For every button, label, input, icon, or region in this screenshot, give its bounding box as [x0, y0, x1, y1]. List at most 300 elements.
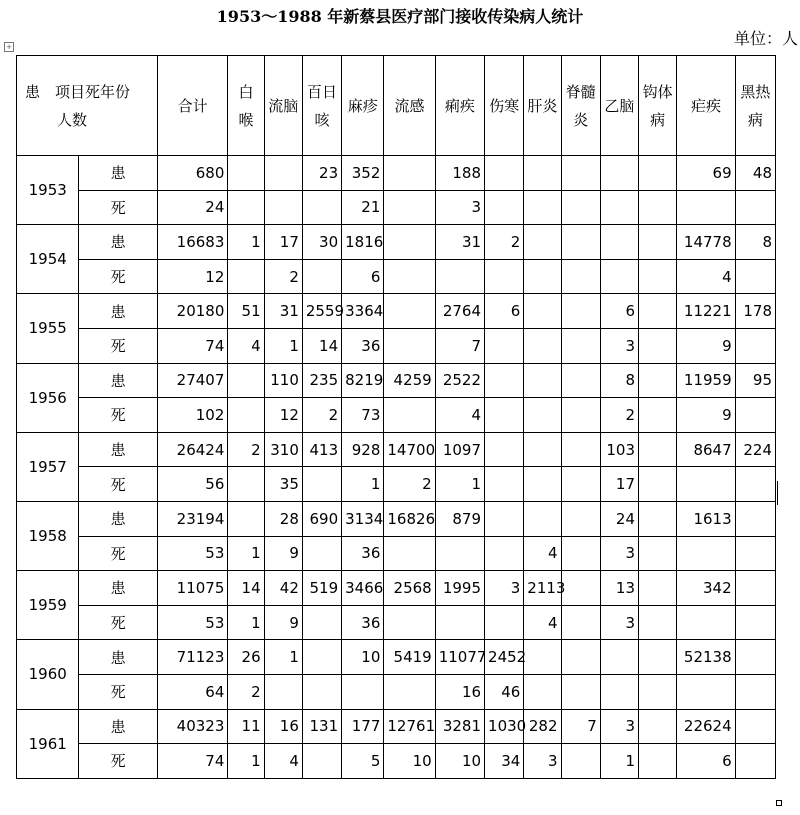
value-cell: 11221 — [677, 294, 735, 329]
value-cell: 690 — [302, 501, 341, 536]
statistics-table — [16, 55, 776, 779]
value-cell: 1816 — [342, 225, 384, 260]
year-cell: 1956 — [17, 363, 79, 432]
value-cell — [485, 259, 524, 294]
value-cell — [735, 605, 775, 640]
value-cell — [485, 328, 524, 363]
value-cell: 9 — [677, 328, 735, 363]
sick-label-cell: 患 — [79, 709, 158, 744]
value-cell — [639, 744, 677, 779]
table-move-handle-icon[interactable]: + — [4, 42, 14, 52]
value-cell — [228, 259, 264, 294]
value-cell — [735, 674, 775, 709]
value-cell — [677, 536, 735, 571]
corner-line-2: 人数 — [57, 110, 88, 129]
column-header: 肝炎 — [524, 56, 561, 156]
value-cell: 177 — [342, 709, 384, 744]
value-cell — [561, 398, 600, 433]
dead-label-cell: 死 — [79, 190, 158, 225]
dead-label-cell: 死 — [79, 398, 158, 433]
table-row — [17, 363, 776, 398]
value-cell: 680 — [157, 156, 227, 191]
dead-label-cell: 死 — [79, 744, 158, 779]
value-cell: 64 — [157, 674, 227, 709]
value-cell: 26424 — [157, 432, 227, 467]
dead-label-cell: 死 — [79, 536, 158, 571]
value-cell — [639, 259, 677, 294]
value-cell — [561, 571, 600, 606]
sick-label-cell: 患 — [79, 501, 158, 536]
value-cell: 224 — [735, 432, 775, 467]
value-cell — [735, 398, 775, 433]
value-cell — [561, 640, 600, 675]
value-cell — [485, 536, 524, 571]
value-cell: 46 — [485, 674, 524, 709]
value-cell — [302, 467, 341, 502]
value-cell: 8219 — [342, 363, 384, 398]
value-cell — [228, 398, 264, 433]
value-cell: 11077 — [435, 640, 484, 675]
value-cell: 74 — [157, 744, 227, 779]
value-cell — [735, 744, 775, 779]
dead-label-cell: 死 — [79, 259, 158, 294]
value-cell: 17 — [264, 225, 302, 260]
value-cell: 2 — [600, 398, 638, 433]
value-cell: 5 — [342, 744, 384, 779]
value-cell — [561, 536, 600, 571]
value-cell: 3466 — [342, 571, 384, 606]
value-cell: 3 — [485, 571, 524, 606]
value-cell — [485, 467, 524, 502]
value-cell — [485, 501, 524, 536]
value-cell: 8 — [600, 363, 638, 398]
value-cell: 6 — [485, 294, 524, 329]
value-cell — [600, 674, 638, 709]
value-cell: 21 — [342, 190, 384, 225]
value-cell: 6 — [342, 259, 384, 294]
value-cell: 73 — [342, 398, 384, 433]
value-cell — [524, 190, 561, 225]
table-row — [17, 432, 776, 467]
value-cell — [524, 501, 561, 536]
value-cell: 4 — [264, 744, 302, 779]
value-cell — [384, 259, 435, 294]
column-header: 痢疾 — [435, 56, 484, 156]
value-cell — [264, 156, 302, 191]
value-cell: 17 — [600, 467, 638, 502]
value-cell: 22624 — [677, 709, 735, 744]
value-cell: 24 — [157, 190, 227, 225]
year-cell: 1953 — [17, 156, 79, 225]
value-cell — [524, 432, 561, 467]
value-cell: 110 — [264, 363, 302, 398]
value-cell — [600, 640, 638, 675]
value-cell: 1995 — [435, 571, 484, 606]
value-cell: 3 — [600, 605, 638, 640]
value-cell: 4 — [524, 605, 561, 640]
value-cell: 2 — [228, 432, 264, 467]
value-cell: 3364 — [342, 294, 384, 329]
value-cell — [302, 674, 341, 709]
value-cell — [384, 398, 435, 433]
value-cell — [561, 467, 600, 502]
column-header: 白喉 — [228, 56, 264, 156]
year-cell: 1957 — [17, 432, 79, 501]
value-cell: 13 — [600, 571, 638, 606]
value-cell: 27407 — [157, 363, 227, 398]
value-cell — [735, 640, 775, 675]
value-cell: 2522 — [435, 363, 484, 398]
table-row — [17, 640, 776, 675]
value-cell: 2 — [384, 467, 435, 502]
column-header: 脊髓炎 — [561, 56, 600, 156]
value-cell: 5419 — [384, 640, 435, 675]
value-cell: 14700 — [384, 432, 435, 467]
value-cell: 282 — [524, 709, 561, 744]
value-cell — [639, 605, 677, 640]
value-cell — [384, 225, 435, 260]
value-cell: 131 — [302, 709, 341, 744]
value-cell — [384, 156, 435, 191]
table-row — [17, 674, 776, 709]
value-cell — [677, 190, 735, 225]
table-row — [17, 328, 776, 363]
value-cell — [302, 744, 341, 779]
value-cell — [302, 605, 341, 640]
value-cell: 40323 — [157, 709, 227, 744]
value-cell — [561, 190, 600, 225]
value-cell: 11 — [228, 709, 264, 744]
dead-label-cell: 死 — [79, 605, 158, 640]
value-cell — [485, 363, 524, 398]
value-cell: 16683 — [157, 225, 227, 260]
value-cell — [735, 328, 775, 363]
value-cell: 42 — [264, 571, 302, 606]
value-cell — [524, 294, 561, 329]
table-resize-handle-icon[interactable] — [776, 800, 782, 806]
value-cell: 178 — [735, 294, 775, 329]
value-cell — [561, 225, 600, 260]
value-cell — [485, 398, 524, 433]
value-cell: 95 — [735, 363, 775, 398]
value-cell: 2 — [302, 398, 341, 433]
column-header: 钩体病 — [639, 56, 677, 156]
value-cell: 69 — [677, 156, 735, 191]
value-cell — [639, 536, 677, 571]
value-cell — [485, 605, 524, 640]
table-row — [17, 156, 776, 191]
value-cell: 12761 — [384, 709, 435, 744]
value-cell: 30 — [302, 225, 341, 260]
dead-label-cell: 死 — [79, 467, 158, 502]
value-cell: 3 — [600, 328, 638, 363]
column-header: 黑热病 — [735, 56, 775, 156]
sick-label-cell: 患 — [79, 294, 158, 329]
dead-label-cell: 死 — [79, 674, 158, 709]
value-cell — [677, 467, 735, 502]
year-cell: 1958 — [17, 501, 79, 570]
value-cell: 4259 — [384, 363, 435, 398]
value-cell — [524, 467, 561, 502]
value-cell — [228, 467, 264, 502]
column-header: 流感 — [384, 56, 435, 156]
value-cell — [228, 190, 264, 225]
value-cell: 3134 — [342, 501, 384, 536]
value-cell: 1 — [228, 744, 264, 779]
value-cell: 10 — [384, 744, 435, 779]
value-cell — [485, 432, 524, 467]
value-cell: 1613 — [677, 501, 735, 536]
value-cell: 11075 — [157, 571, 227, 606]
value-cell — [639, 328, 677, 363]
value-cell — [677, 674, 735, 709]
value-cell — [639, 432, 677, 467]
value-cell: 26 — [228, 640, 264, 675]
value-cell: 74 — [157, 328, 227, 363]
value-cell: 1 — [600, 744, 638, 779]
value-cell: 11959 — [677, 363, 735, 398]
value-cell — [600, 259, 638, 294]
table-row — [17, 744, 776, 779]
value-cell — [639, 294, 677, 329]
value-cell — [384, 190, 435, 225]
table-row — [17, 225, 776, 260]
value-cell: 235 — [302, 363, 341, 398]
value-cell: 8 — [735, 225, 775, 260]
value-cell — [600, 156, 638, 191]
value-cell: 2 — [264, 259, 302, 294]
value-cell: 2 — [485, 225, 524, 260]
value-cell — [435, 536, 484, 571]
table-row — [17, 398, 776, 433]
value-cell: 9 — [264, 536, 302, 571]
value-cell: 519 — [302, 571, 341, 606]
value-cell — [600, 225, 638, 260]
value-cell — [435, 605, 484, 640]
value-cell: 3 — [600, 536, 638, 571]
value-cell: 53 — [157, 605, 227, 640]
value-cell: 7 — [435, 328, 484, 363]
value-cell — [524, 363, 561, 398]
value-cell — [639, 640, 677, 675]
value-cell — [302, 190, 341, 225]
value-cell — [302, 640, 341, 675]
value-cell: 9 — [264, 605, 302, 640]
table-row — [17, 536, 776, 571]
value-cell: 53 — [157, 536, 227, 571]
value-cell: 14 — [302, 328, 341, 363]
value-cell: 4 — [677, 259, 735, 294]
value-cell: 413 — [302, 432, 341, 467]
value-cell: 12 — [157, 259, 227, 294]
value-cell — [264, 190, 302, 225]
value-cell — [485, 190, 524, 225]
value-cell — [639, 467, 677, 502]
value-cell: 71123 — [157, 640, 227, 675]
value-cell: 2452 — [485, 640, 524, 675]
table-row — [17, 709, 776, 744]
value-cell — [735, 190, 775, 225]
value-cell — [524, 156, 561, 191]
value-cell — [639, 674, 677, 709]
value-cell — [384, 674, 435, 709]
value-cell — [639, 363, 677, 398]
value-cell — [524, 328, 561, 363]
value-cell — [561, 156, 600, 191]
value-cell: 36 — [342, 536, 384, 571]
value-cell: 3 — [600, 709, 638, 744]
value-cell: 8647 — [677, 432, 735, 467]
column-header: 流脑 — [264, 56, 302, 156]
column-header: 百日咳 — [302, 56, 341, 156]
value-cell: 352 — [342, 156, 384, 191]
value-cell — [485, 156, 524, 191]
value-cell: 7 — [561, 709, 600, 744]
value-cell — [524, 225, 561, 260]
value-cell: 16 — [435, 674, 484, 709]
value-cell — [384, 605, 435, 640]
value-cell: 1 — [435, 467, 484, 502]
value-cell: 2764 — [435, 294, 484, 329]
value-cell: 342 — [677, 571, 735, 606]
value-cell: 35 — [264, 467, 302, 502]
value-cell — [384, 294, 435, 329]
value-cell — [561, 363, 600, 398]
value-cell: 20180 — [157, 294, 227, 329]
value-cell: 48 — [735, 156, 775, 191]
value-cell: 51 — [228, 294, 264, 329]
value-cell — [561, 501, 600, 536]
value-cell — [735, 536, 775, 571]
value-cell — [639, 398, 677, 433]
value-cell — [639, 571, 677, 606]
value-cell: 1097 — [435, 432, 484, 467]
value-cell — [600, 190, 638, 225]
value-cell — [639, 709, 677, 744]
value-cell: 10 — [342, 640, 384, 675]
value-cell: 4 — [228, 328, 264, 363]
value-cell: 3 — [435, 190, 484, 225]
unit-label: 单位：人 — [733, 29, 798, 48]
value-cell: 52138 — [677, 640, 735, 675]
value-cell — [302, 536, 341, 571]
sick-label-cell: 患 — [79, 225, 158, 260]
header-row — [17, 56, 776, 156]
value-cell — [228, 156, 264, 191]
value-cell: 14778 — [677, 225, 735, 260]
table-row — [17, 571, 776, 606]
value-cell: 10 — [435, 744, 484, 779]
value-cell — [524, 398, 561, 433]
column-header: 麻疹 — [342, 56, 384, 156]
value-cell: 3281 — [435, 709, 484, 744]
value-cell: 9 — [677, 398, 735, 433]
value-cell: 4 — [435, 398, 484, 433]
value-cell — [561, 432, 600, 467]
column-header: 合计 — [157, 56, 227, 156]
value-cell — [561, 605, 600, 640]
value-cell: 1 — [342, 467, 384, 502]
value-cell — [735, 259, 775, 294]
value-cell: 16 — [264, 709, 302, 744]
value-cell: 1 — [264, 328, 302, 363]
value-cell — [561, 259, 600, 294]
value-cell: 6 — [600, 294, 638, 329]
value-cell: 6 — [677, 744, 735, 779]
value-cell: 1 — [264, 640, 302, 675]
value-cell — [639, 225, 677, 260]
value-cell — [561, 744, 600, 779]
value-cell — [524, 640, 561, 675]
value-cell: 2559 — [302, 294, 341, 329]
sick-label-cell: 患 — [79, 432, 158, 467]
value-cell — [639, 501, 677, 536]
document-title: 1953～1988 年新蔡县医疗部门接收传染病人统计 — [216, 7, 584, 26]
table-row — [17, 467, 776, 502]
value-cell: 1 — [228, 225, 264, 260]
sick-label-cell: 患 — [79, 156, 158, 191]
value-cell: 310 — [264, 432, 302, 467]
table-row — [17, 190, 776, 225]
value-cell: 1 — [228, 605, 264, 640]
value-cell — [561, 674, 600, 709]
column-header: 乙脑 — [600, 56, 638, 156]
value-cell: 16826 — [384, 501, 435, 536]
value-cell — [264, 674, 302, 709]
value-cell — [524, 674, 561, 709]
sick-label-cell: 患 — [79, 571, 158, 606]
value-cell: 102 — [157, 398, 227, 433]
table-row — [17, 501, 776, 536]
value-cell: 23 — [302, 156, 341, 191]
value-cell — [435, 259, 484, 294]
table-row — [17, 605, 776, 640]
value-cell — [639, 190, 677, 225]
value-cell: 14 — [228, 571, 264, 606]
corner-header-cell — [17, 56, 158, 156]
value-cell: 3 — [524, 744, 561, 779]
value-cell — [302, 259, 341, 294]
value-cell: 2113 — [524, 571, 561, 606]
value-cell: 31 — [435, 225, 484, 260]
value-cell: 2568 — [384, 571, 435, 606]
table-row — [17, 294, 776, 329]
value-cell — [384, 536, 435, 571]
value-cell: 28 — [264, 501, 302, 536]
value-cell: 31 — [264, 294, 302, 329]
dead-label-cell: 死 — [79, 328, 158, 363]
year-cell: 1961 — [17, 709, 79, 778]
year-cell: 1954 — [17, 225, 79, 294]
year-cell: 1955 — [17, 294, 79, 363]
value-cell — [639, 156, 677, 191]
value-cell: 23194 — [157, 501, 227, 536]
value-cell: 2 — [228, 674, 264, 709]
value-cell: 103 — [600, 432, 638, 467]
column-header: 伤寒 — [485, 56, 524, 156]
value-cell — [735, 709, 775, 744]
text-cursor — [777, 481, 778, 505]
sick-label-cell: 患 — [79, 363, 158, 398]
year-cell: 1960 — [17, 640, 79, 709]
year-cell: 1959 — [17, 571, 79, 640]
sick-label-cell: 患 — [79, 640, 158, 675]
value-cell: 36 — [342, 328, 384, 363]
value-cell: 24 — [600, 501, 638, 536]
value-cell: 36 — [342, 605, 384, 640]
value-cell — [342, 674, 384, 709]
value-cell: 928 — [342, 432, 384, 467]
